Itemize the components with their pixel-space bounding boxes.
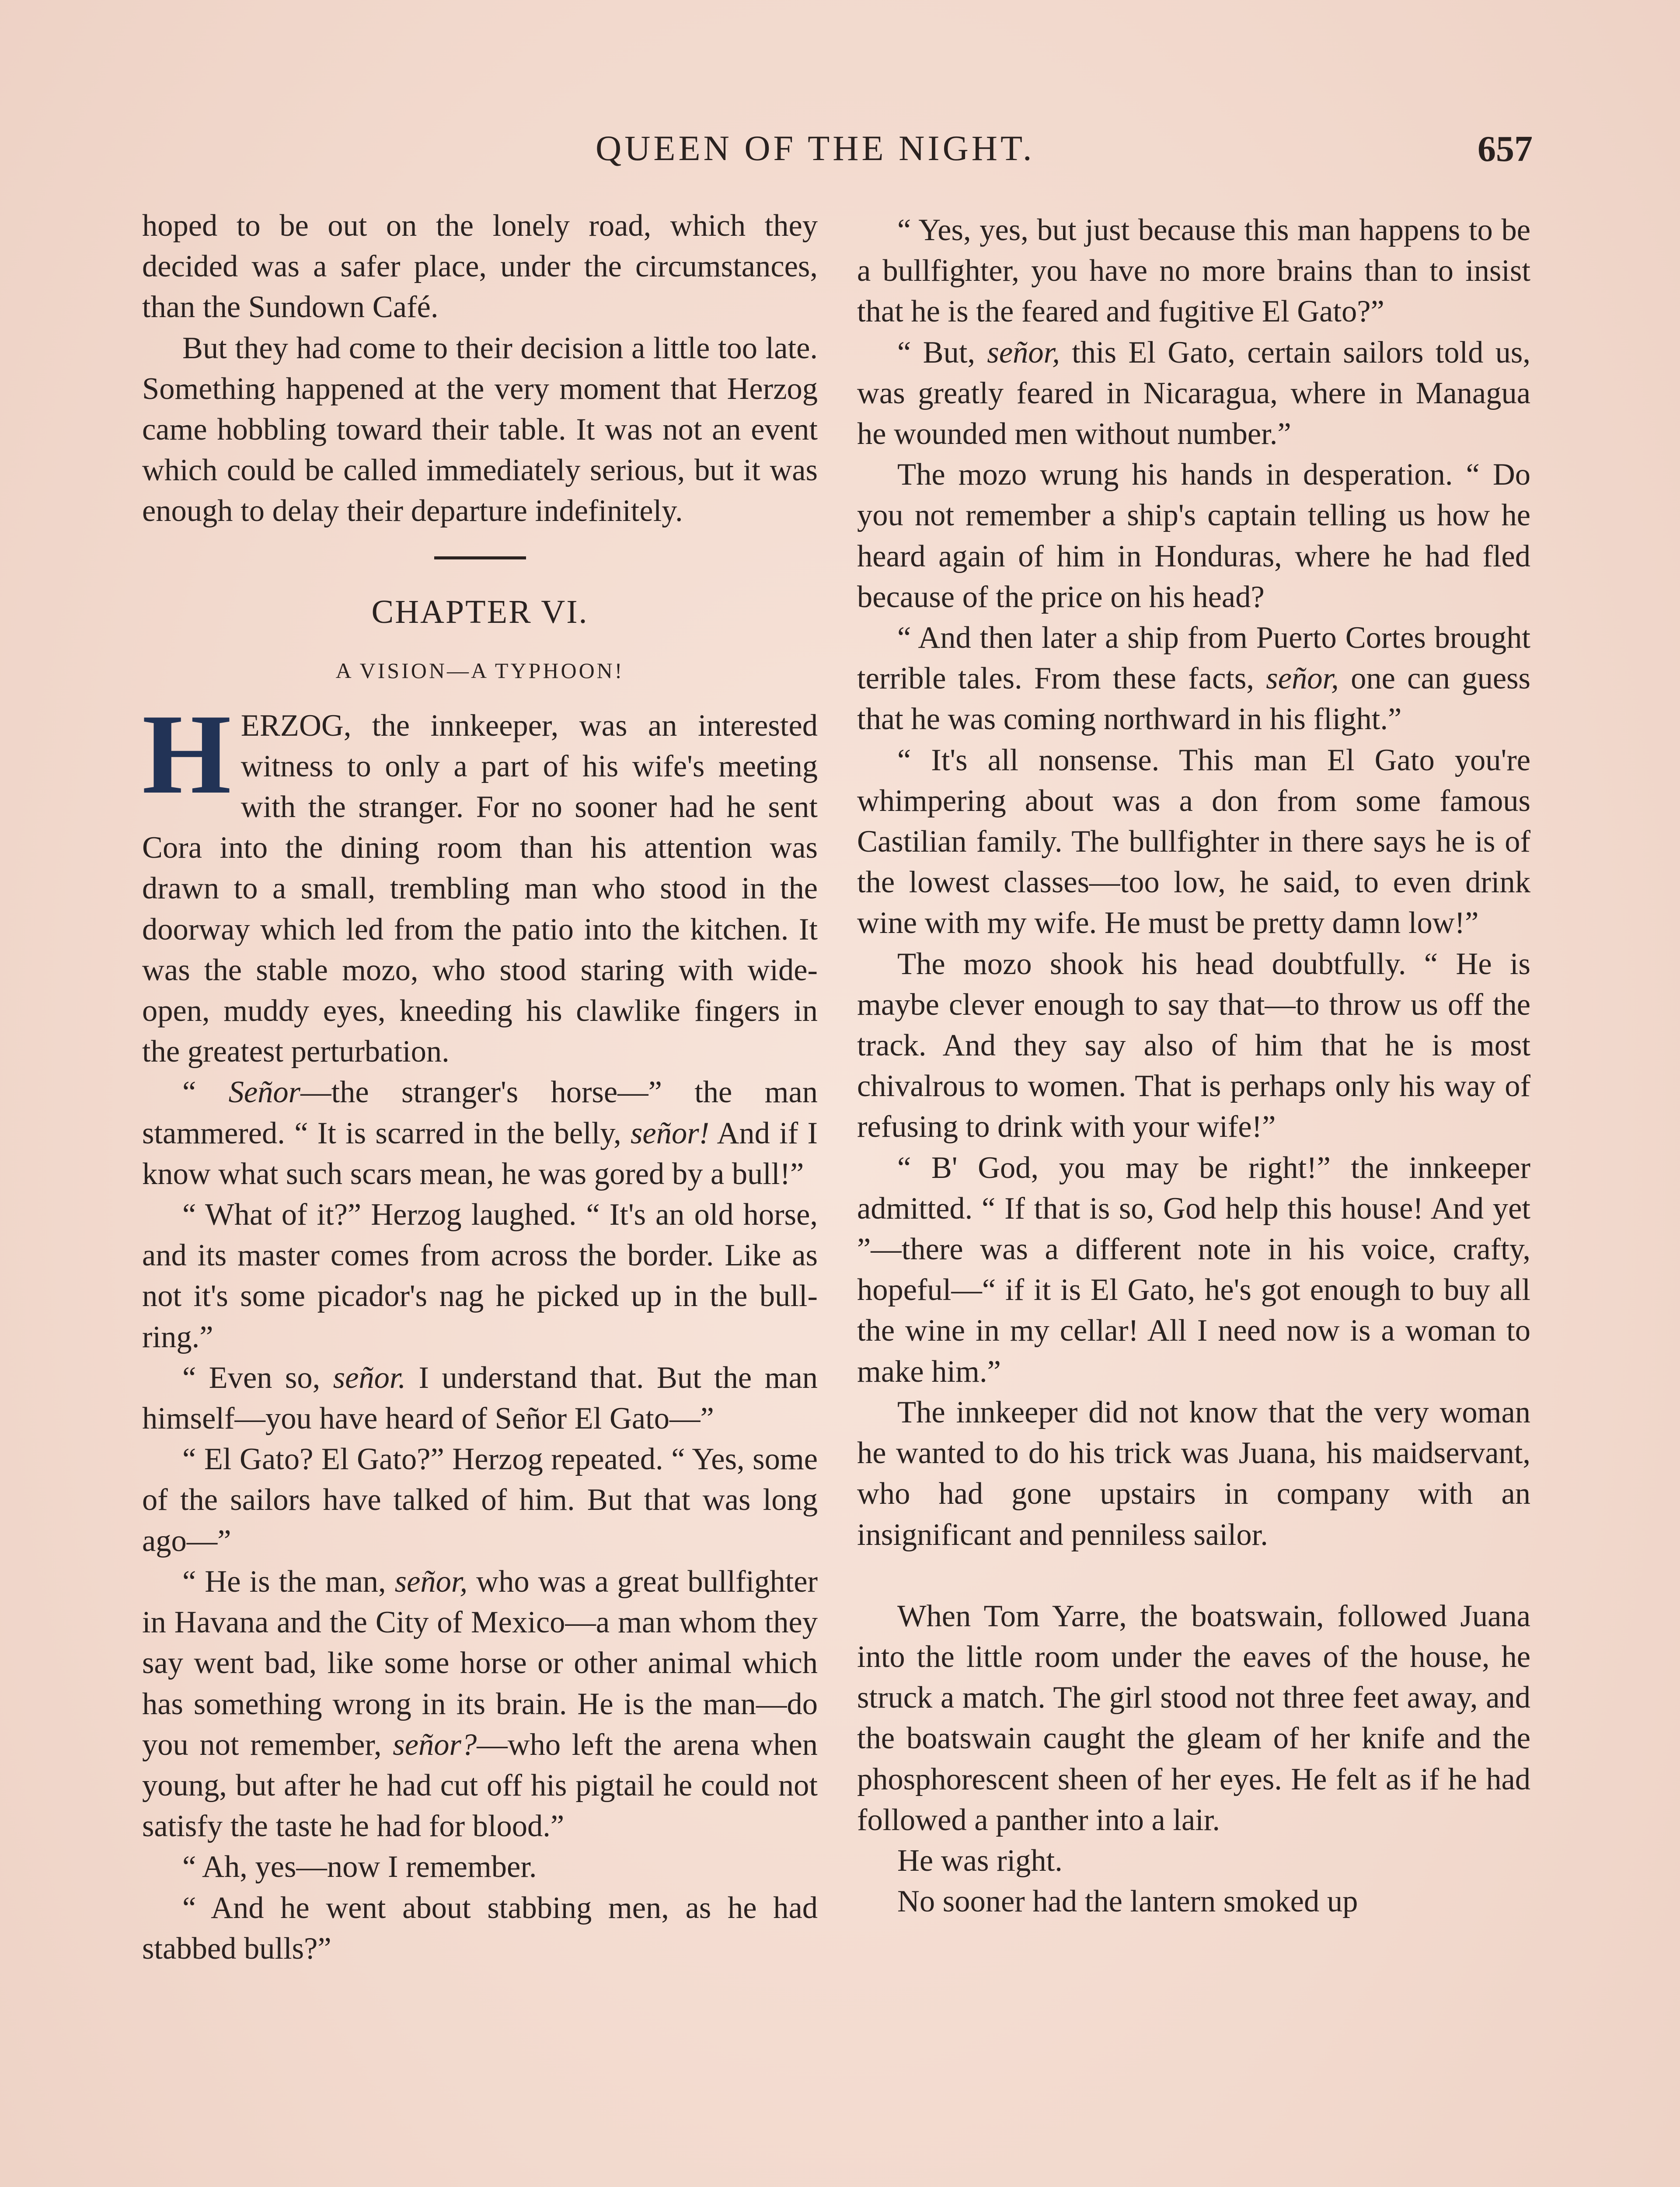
- italic-run: Señor: [228, 1075, 301, 1110]
- italic-run: señor,: [394, 1564, 468, 1599]
- right-column: [857, 210, 1530, 1922]
- text-run: And if I know what such scars mean, he was gored by a bull!”: [142, 1116, 818, 1191]
- paragraph-senor-horse: [142, 1072, 818, 1195]
- paragraph-mozo-wrung: The mozo wrung his hands in desperation. “ Do you not remember a ship's captain telling us how he heard again of him in Honduras, where he had fled because of the price on his head?: [857, 458, 1530, 614]
- text-run: who was a great bullfighter in Havana and the City of Mexico—a man whom they say went bad, like some horse or other animal which has something wrong in its brain. He is the man—do you not remember,: [142, 1564, 818, 1762]
- text-run: “ And then later a ship from Puerto Cortes brought terrible tales. From these facts,: [857, 621, 1530, 696]
- paragraph-what-of-it: “ What of it?” Herzog laughed. “ It's an old horse, and its master comes from across the border. Like as not it's some picador's nag he picked up in the bull-ring.”: [142, 1198, 818, 1354]
- chapter-title: CHAPTER VI.: [371, 593, 589, 630]
- page-number: 657: [1478, 129, 1533, 169]
- paragraph-b-god: “ B' God, you may be right!” the innkeeper admitted. “ If that is so, God help this house! And yet ”—there was a different note in his voice, crafty, hopeful—“ if it is El Gato, he's got enough to buy all the wine in my cellar! All I need now is a woman to make him.”: [857, 1150, 1530, 1389]
- paragraph-innkeeper: The innkeeper did not know that the very woman he wanted to do his trick was Juana, his maidservant, who had gone upstairs in company with an insignificant and penniless sailor.: [857, 1395, 1530, 1552]
- text-run: this El Gato, certain sailors told us, was greatly feared in Nicaragua, where in Managua he wounded men without number.”: [857, 335, 1530, 451]
- paragraph-tom-yarre: When Tom Yarre, the boatswain, followed Juana into the little room under the eaves of the house, he struck a match. The girl stood not three feet away, and the boatswain caught the gleam of her knife and the phosphorescent sheen of her eyes. He felt as if he had followed a panther into a lair.: [857, 1599, 1530, 1837]
- section-break: [857, 1555, 1530, 1596]
- opening-text: ERZOG, the innkeeper, was an interested witness to only a part of his wife's meeting with the stranger. For no sooner had he sent Cora into the dining room than his attention was drawn to a small, trembling man who stood in the doorway which led from the patio into the kitchen. It was the stable mozo, who stood staring with wide-open, muddy eyes, kneeding his clawlike fingers in the greatest perturbation.: [142, 708, 818, 1069]
- drop-cap: H: [142, 690, 231, 818]
- paragraph-decision: But they had come to their decision a little too late. Something happened at the very moment that Herzog came hobbling toward their table. It was not an event which could be called immediately serious, but it was enough to delay their departure indefinitely.: [142, 331, 818, 528]
- paragraph-he-is-the-man: [142, 1562, 818, 1847]
- chapter-opening-paragraph: [142, 690, 818, 1073]
- paragraph-mozo-shook: The mozo shook his head doubtfully. “ He is maybe clever enough to say that—to throw us off the track. And they say also of him that he is most chivalrous to women. That is perhaps only his way of refusing to drink with your wife!”: [857, 947, 1530, 1144]
- italic-run: señor,: [1266, 661, 1339, 696]
- text-run: —the stranger's horse—” the man stammered. “ It is scarred in the belly,: [142, 1075, 818, 1150]
- paragraph-stabbing: “ And he went about stabbing men, as he had stabbed bulls?”: [142, 1890, 818, 1966]
- text-run: —who left the arena when young, but after he had cut off his pigtail he could not satisfy the taste he had for blood.”: [142, 1727, 818, 1844]
- text-run: “: [182, 1075, 229, 1110]
- paragraph-but-senor: [857, 332, 1530, 455]
- paragraph-he-was-right: He was right.: [897, 1843, 1063, 1878]
- text-run: one can guess that he was coming northward in his flight.”: [857, 661, 1530, 737]
- paragraph-nonsense: “ It's all nonsense. This man El Gato you're whimpering about was a don from some famous Castilian family. The bullfighter in there says he is of the lowest classes—too low, he said, to even drink wine with my wife. He must be pretty damn low!”: [857, 743, 1530, 940]
- section-divider: [434, 556, 526, 559]
- paragraph-el-gato: “ El Gato? El Gato?” Herzog repeated. “ Yes, some of the sailors have talked of him. But that was long ago—”: [142, 1442, 818, 1558]
- italic-run: señor?: [393, 1727, 477, 1762]
- italic-run: señor!: [630, 1116, 710, 1150]
- text-run: “ But,: [897, 335, 987, 370]
- paragraph-yes-yes: “ Yes, yes, but just because this man happens to be a bullfighter, you have no more brains than to insist that he is the feared and fugitive El Gato?”: [857, 213, 1530, 329]
- italic-run: señor.: [333, 1360, 406, 1395]
- paragraph-ah-yes: “ Ah, yes—now I remember.: [182, 1850, 537, 1884]
- paragraph-no-sooner: No sooner had the lantern smoked up: [897, 1884, 1358, 1919]
- paragraph-even-so: [142, 1358, 818, 1439]
- text-run: “ He is the man,: [182, 1564, 395, 1599]
- left-column: [142, 206, 818, 1969]
- paragraph-and-then: [857, 618, 1530, 740]
- paragraph-continued: hoped to be out on the lonely road, which they decided was a safer place, under the circumstances, than the Sundown Café.: [142, 209, 818, 325]
- page-header: [596, 128, 1533, 180]
- italic-run: señor,: [987, 335, 1060, 370]
- running-title: QUEEN OF THE NIGHT.: [596, 128, 1035, 168]
- text-run: “ Even so,: [182, 1360, 333, 1395]
- chapter-subtitle: A VISION—A TYPHOON!: [335, 658, 624, 683]
- text-run: I understand that. But the man himself—you have heard of Señor El Gato—”: [142, 1360, 818, 1436]
